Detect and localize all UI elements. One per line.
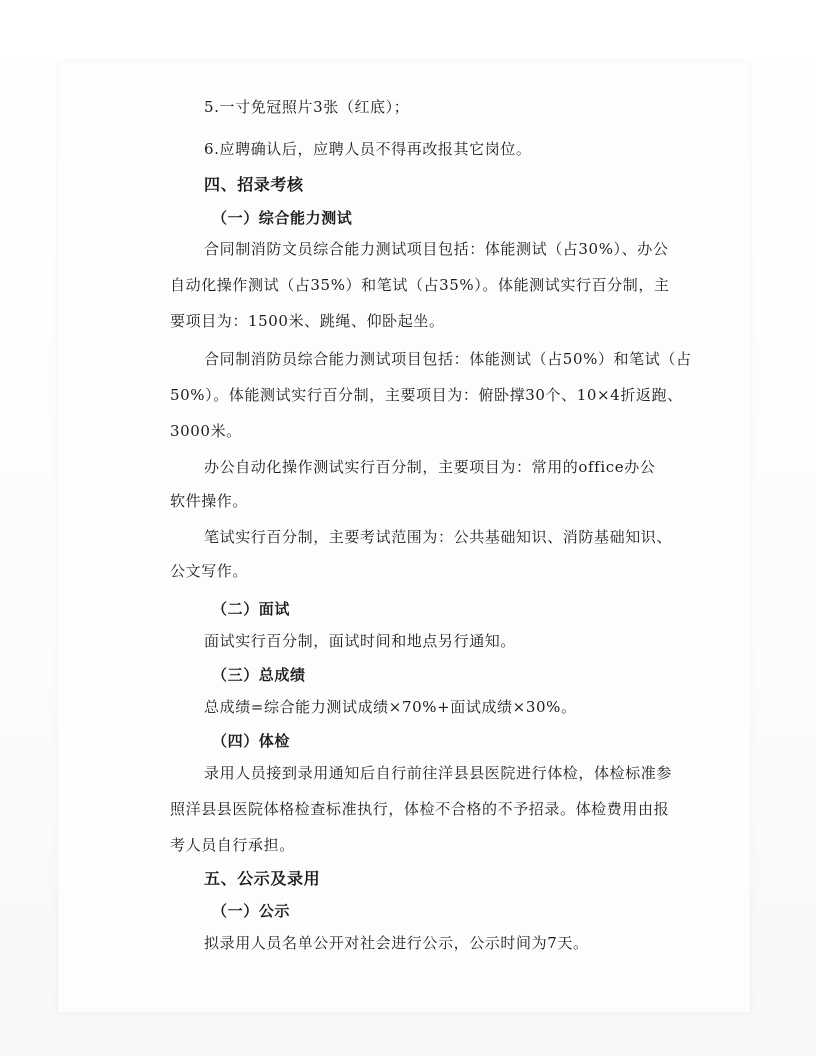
- section-heading-4: 四、招录考核: [204, 175, 304, 194]
- paragraph-line: 软件操作。: [170, 492, 249, 510]
- paragraph-line: 录用人员接到录用通知后自行前往洋县县医院进行体检，体检标准参: [204, 764, 673, 782]
- paragraph-line: 自动化操作测试（占35%）和笔试（占35%）。体能测试实行百分制，主: [170, 276, 670, 294]
- paragraph-line: 笔试实行百分制，主要考试范围为：公共基础知识、消防基础知识、: [204, 528, 673, 546]
- subsection-heading-ability-test: （一）综合能力测试: [212, 209, 353, 227]
- list-item-confirmation: 6.应聘确认后，应聘人员不得再改报其它岗位。: [204, 140, 532, 158]
- paragraph-line: 总成绩=综合能力测试成绩×70%+面试成绩×30%。: [204, 698, 577, 716]
- paragraph-line: 办公自动化操作测试实行百分制，主要项目为：常用的office办公: [204, 458, 656, 476]
- paragraph-line: 拟录用人员名单公开对社会进行公示，公示时间为7天。: [204, 934, 589, 952]
- paragraph-line: 照洋县县医院体格检查标准执行，体检不合格的不予招录。体检费用由报: [170, 800, 670, 818]
- section-heading-5: 五、公示及录用: [204, 869, 321, 888]
- paragraph-line: 要项目为：1500米、跳绳、仰卧起坐。: [170, 312, 445, 330]
- subsection-heading-interview: （二）面试: [212, 600, 291, 618]
- paragraph-line: 合同制消防员综合能力测试项目包括：体能测试（占50%）和笔试（占: [204, 350, 692, 368]
- paragraph-line: 考人员自行承担。: [170, 836, 295, 854]
- list-item-photo: 5.一寸免冠照片3张（红底）；: [204, 98, 410, 116]
- subsection-heading-publicity: （一）公示: [212, 902, 291, 920]
- paragraph-line: 面试实行百分制，面试时间和地点另行通知。: [204, 632, 517, 650]
- subsection-heading-physical-exam: （四）体检: [212, 732, 291, 750]
- paragraph-line: 50%）。体能测试实行百分制，主要项目为：俯卧撑30个、10×4折返跑、: [170, 386, 683, 404]
- paragraph-line: 公文写作。: [170, 562, 249, 580]
- subsection-heading-total-score: （三）总成绩: [212, 666, 306, 684]
- paragraph-line: 合同制消防文员综合能力测试项目包括：体能测试（占30%）、办公: [204, 240, 669, 258]
- paragraph-line: 3000米。: [170, 422, 242, 440]
